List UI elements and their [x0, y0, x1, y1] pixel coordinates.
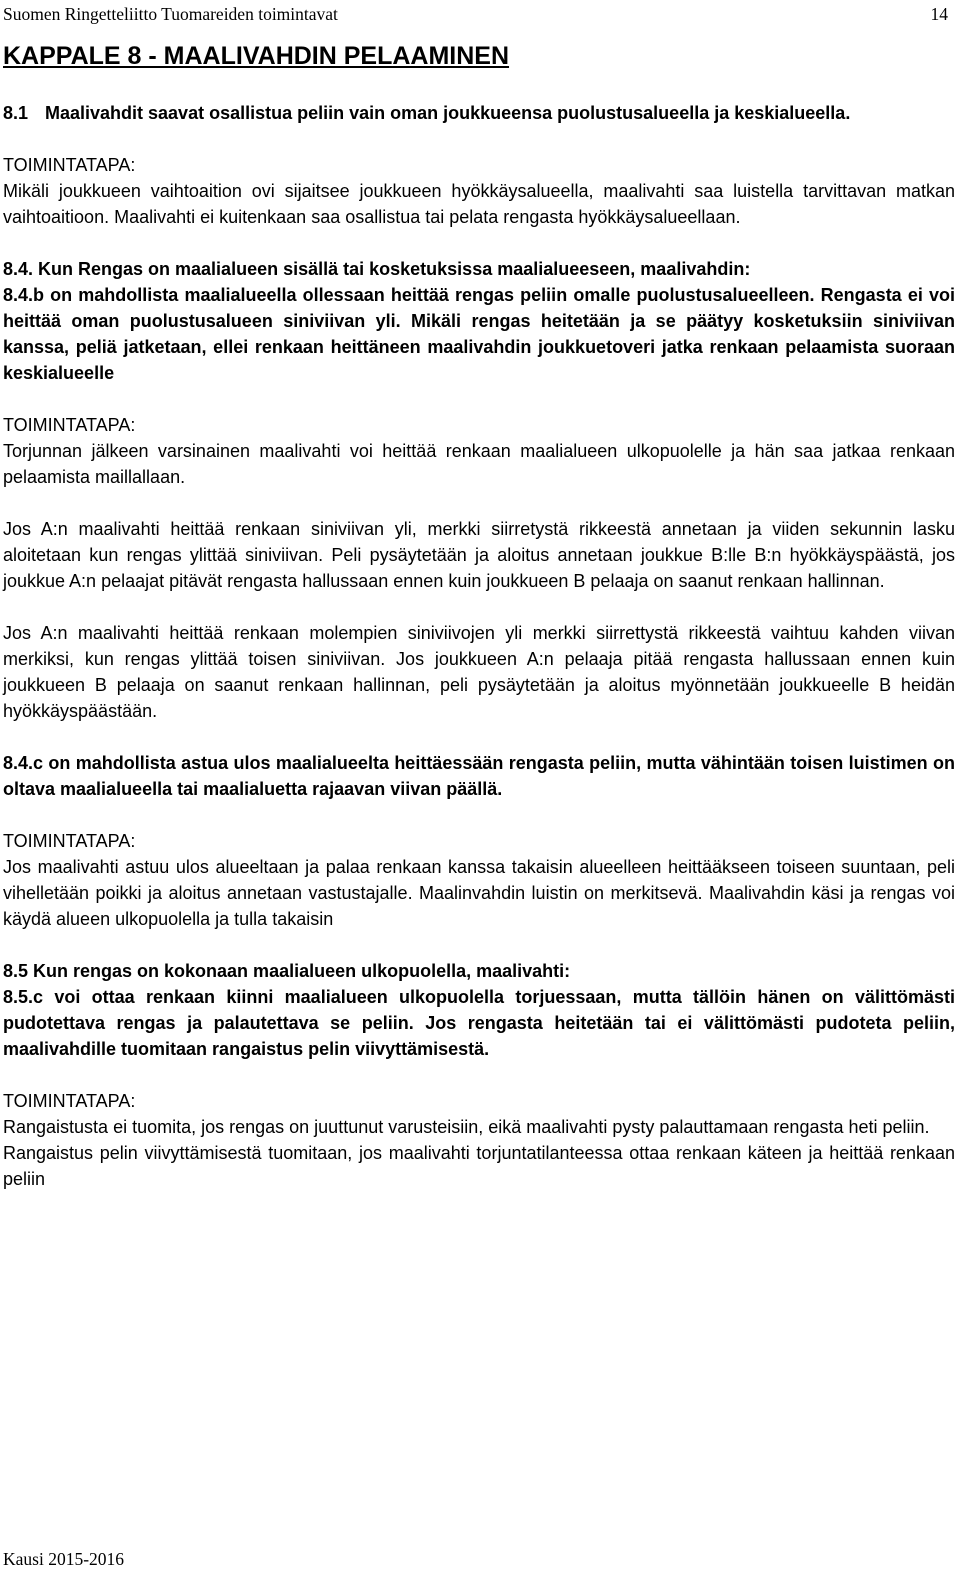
document-body: [3, 100, 955, 1192]
toimintatapa-label: TOIMINTATAPA:: [3, 1091, 136, 1111]
rule-8-1-number: 8.1: [3, 103, 29, 123]
rule-8-5-heading: 8.5 Kun rengas on kokonaan maalialueen ulkopuolella, maalivahti:: [3, 961, 571, 981]
rule-8-4-b: 8.4.b on mahdollista maalialueella ollessaan heittää rengas peliin omalle puolustusalueelleen. Rengasta ei voi heittää oman puolustusalueen siniviivan yli. Mikäli rengas heitetään ja se päätyy kosketuksiin siniviivan kanssa, peliä jatketaan, ellei renkaan heittäneen maalivahdin joukkuetoveri jatka renkaan pelaamista suoraan keskialueelle: [3, 285, 955, 383]
blue-line-paragraph-1: Jos A:n maalivahti heittää renkaan siniviivan yli, merkki siirretystä rikkeestä annetaan ja viiden sekunnin lasku aloitetaan kun rengas ylittää siniviivan. Peli pysäytetään ja aloitus annetaan joukkue B:lle B:n hyökkäyspäästä, jos joukkue A:n pelaajat pitävät rengasta hallussaan ennen kuin joukkueen B pelaaja on saanut renkaan hallinnan.: [3, 519, 955, 591]
procedure-text-3: Jos maalivahti astuu ulos alueeltaan ja palaa renkaan kanssa takaisin alueelleen heittääkseen toiseen suuntaan, peli vihelletään poikki ja aloitus annetaan vastustajalle. Maalinvahdin luistin on merkitsevä. Maalivahdin käsi ja rengas voi käydä alueen ulkopuolella ja tulla takaisin: [3, 857, 955, 929]
rule-8-4-c: 8.4.c on mahdollista astua ulos maalialueelta heittäessään rengasta peliin, mutta vähintään toisen luistimen on oltava maalialueella tai maalialuetta rajaavan viivan päällä.: [3, 753, 955, 799]
procedure-text-1: Mikäli joukkueen vaihtoaition ovi sijaitsee joukkueen hyökkäysalueella, maalivahti saa luistella tarvittavan matkan vaihtoaitioon. Maalivahti ei kuitenkaan saa osallistua tai pelata rengasta hyökkäysalueellaan.: [3, 181, 955, 227]
rule-8-4-heading: 8.4. Kun Rengas on maalialueen sisällä tai kosketuksissa maalialueeseen, maalivahdin:: [3, 259, 751, 279]
rule-8-1: [3, 100, 955, 126]
page-footer: Kausi 2015-2016: [3, 1549, 125, 1569]
procedure-text-2: Torjunnan jälkeen varsinainen maalivahti voi heittää renkaan maalialueen ulkopuolelle ja hän saa jatkaa renkaan pelaamista maillallaan.: [3, 441, 955, 487]
procedure-text-4a: Rangaistusta ei tuomita, jos rengas on juuttunut varusteisiin, eikä maalivahti pysty palauttamaan rengasta heti peliin.: [3, 1117, 930, 1137]
rule-8-1-text: Maalivahdit saavat osallistua peliin vain oman joukkueensa puolustusalueella ja keskialueella.: [45, 103, 851, 123]
header-page-number: 14: [930, 4, 948, 24]
toimintatapa-label: TOIMINTATAPA:: [3, 831, 136, 851]
blue-line-paragraph-2: Jos A:n maalivahti heittää renkaan molempien siniviivojen yli merkki siirrettystä rikkeestä vaihtuu kahden viivan merkiksi, kun rengas ylittää toisen siniviivan. Jos joukkueen A:n pelaaja pitää rengasta hallussaan ennen kuin joukkueen B pelaaja on saanut renkaan hallinnan, peli pysäytetään ja aloitus myönnetään joukkueelle B heidän hyökkäyspäästään.: [3, 623, 955, 721]
toimintatapa-label: TOIMINTATAPA:: [3, 155, 136, 175]
procedure-text-4b: Rangaistus pelin viivyttämisestä tuomitaan, jos maalivahti torjuntatilanteessa ottaa renkaan käteen ja heittää renkaan peliin: [3, 1143, 955, 1189]
toimintatapa-label: TOIMINTATAPA:: [3, 415, 136, 435]
header-organization: Suomen Ringetteliitto Tuomareiden toimintavat: [3, 4, 338, 24]
chapter-title: KAPPALE 8 - MAALIVAHDIN PELAAMINEN: [3, 42, 510, 70]
page-header: [3, 4, 948, 28]
rule-8-5-c: 8.5.c voi ottaa renkaan kiinni maalialueen ulkopuolella torjuessaan, mutta tällöin hänen on välittömästi pudotettava rengas ja palautettava se peliin. Jos rengasta heitetään tai ei välittömästi pudoteta peliin, maalivahdille tuomitaan rangaistus pelin viivyttämisestä.: [3, 987, 955, 1059]
